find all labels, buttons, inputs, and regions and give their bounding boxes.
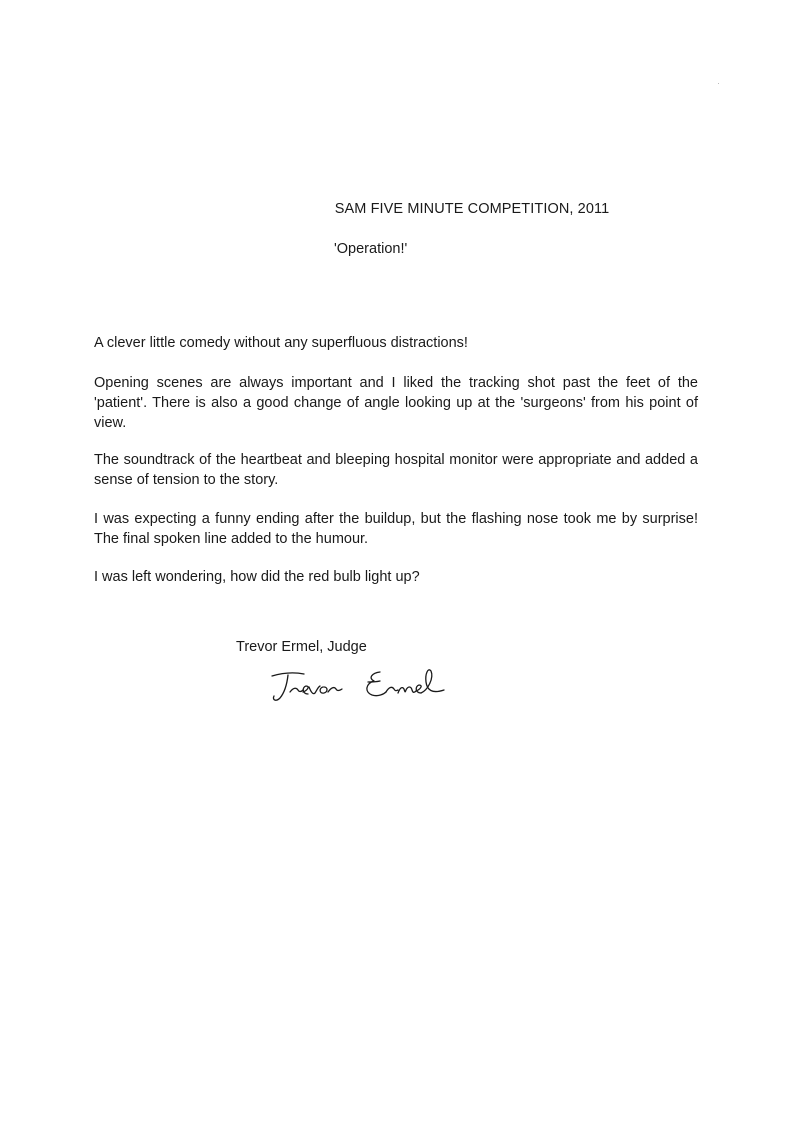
- judge-signoff: Trevor Ermel, Judge: [236, 639, 367, 655]
- document-title-text: SAM FIVE MINUTE COMPETITION, 2011: [334, 201, 610, 217]
- paragraph-intro: A clever little comedy without any superfluous distractions!: [94, 335, 468, 351]
- document-subtitle: 'Operation!': [334, 241, 408, 257]
- paragraph-ending: I was expecting a funny ending after the buildup, but the flashing nose took me by surprise! The final spoken line added to the humour.: [94, 511, 698, 547]
- document-title: [0, 201, 794, 217]
- paragraph-opening-scenes: Opening scenes are always important and I liked the tracking shot past the feet of the 'patient'. There is also a good change of angle looking up at the 'surgeons' from his point of view.: [94, 375, 698, 431]
- paragraph-soundtrack: The soundtrack of the heartbeat and bleeping hospital monitor were appropriate and added a sense of tension to the story.: [94, 452, 698, 488]
- paragraph-closing-question: I was left wondering, how did the red bulb light up?: [94, 569, 420, 585]
- handwritten-signature: [268, 662, 458, 712]
- scan-speck: [718, 83, 719, 84]
